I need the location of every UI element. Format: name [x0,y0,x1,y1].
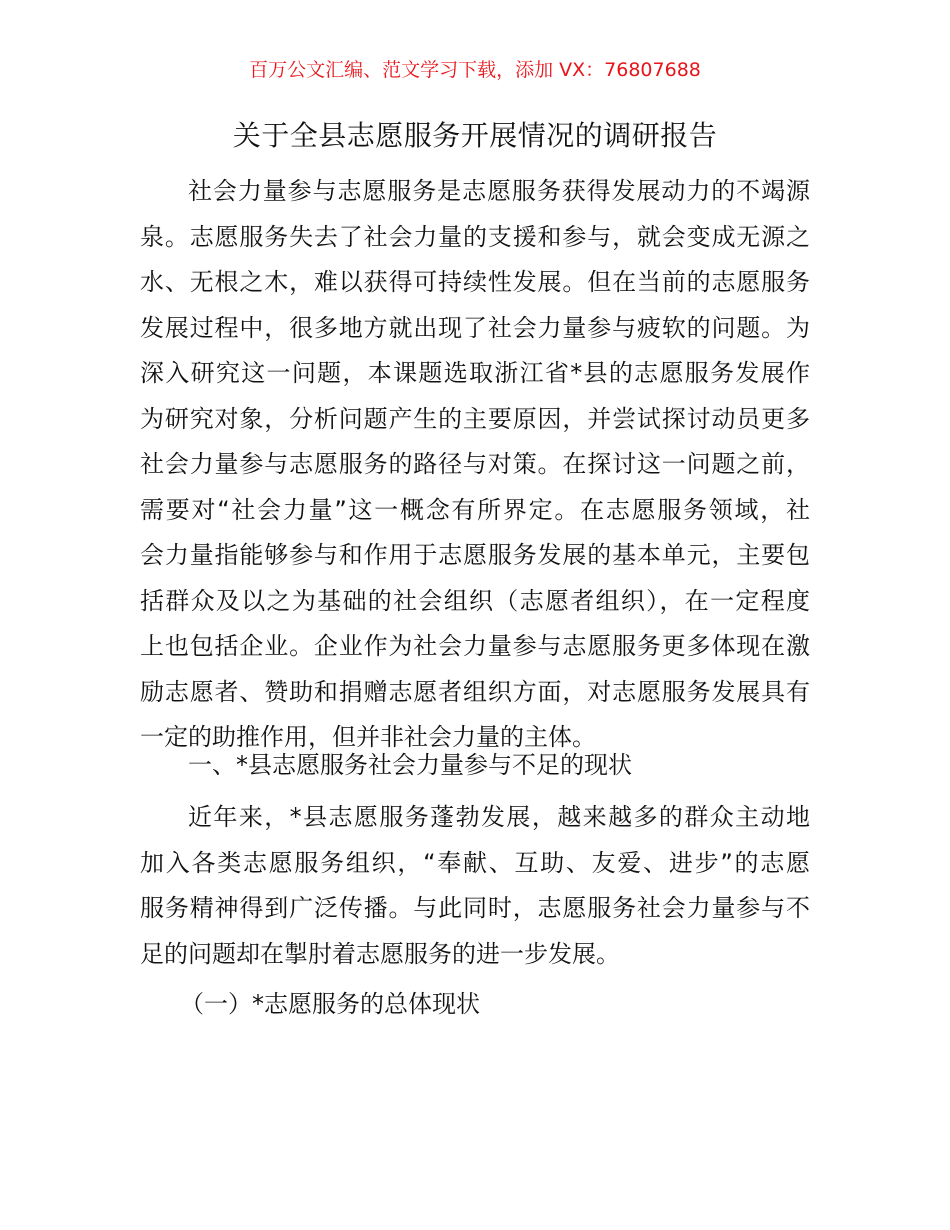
subsection-heading: （一）*志愿服务的总体现状 [180,990,480,1018]
paragraph-line: 需要对“社会力量”这一概念有所界定。在志愿服务领域，社 [140,495,810,524]
paragraph-line: 近年来，*县志愿服务蓬勃发展，越来越多的群众主动地 [188,803,810,831]
paragraph-line: 水、无根之木，难以获得可持续性发展。但在当前的志愿服务 [140,268,810,296]
paragraph-line: 为研究对象，分析问题产生的主要原因，并尝试探讨动员更多 [140,404,810,433]
section-heading: 一、*县志愿服务社会力量参与不足的现状 [188,751,632,779]
paragraph-status [140,795,810,977]
document-title: 关于全县志愿服务开展情况的调研报告 [232,119,718,152]
paragraph-line: 一定的助推作用，但并非社会力量的主体。 [140,723,596,751]
paragraph-intro [140,169,810,761]
paragraph-line: 括群众及以之为基础的社会组织（志愿者组织），在一定程度 [140,586,810,615]
download-banner: 百万公文汇编、范文学习下载，添加 VX：76807688 [249,59,701,81]
paragraph-line: 社会力量参与志愿服务是志愿服务获得发展动力的不竭源 [188,177,810,205]
paragraph-line: 深入研究这一问题，本课题选取浙江省*县的志愿服务发展作 [140,359,810,387]
paragraph-line: 上也包括企业。企业作为社会力量参与志愿服务更多体现在激 [140,632,810,660]
paragraph-line: 泉。志愿服务失去了社会力量的支援和参与，就会变成无源之 [140,222,810,251]
paragraph-line: 足的问题却在掣肘着志愿服务的进一步发展。 [140,939,620,968]
paragraph-line: 励志愿者、赞助和捐赠志愿者组织方面，对志愿服务发展具有 [140,677,810,706]
paragraph-line: 加入各类志愿服务组织，“奉献、互助、友爱、进步”的志愿 [140,848,810,877]
paragraph-line: 会力量指能够参与和作用于志愿服务发展的基本单元，主要包 [140,541,810,569]
paragraph-line: 服务精神得到广泛传播。与此同时，志愿服务社会力量参与不 [140,894,810,922]
paragraph-line: 发展过程中，很多地方就出现了社会力量参与疲软的问题。为 [140,313,810,342]
paragraph-line: 社会力量参与志愿服务的路径与对策。在探讨这一问题之前， [140,450,810,478]
